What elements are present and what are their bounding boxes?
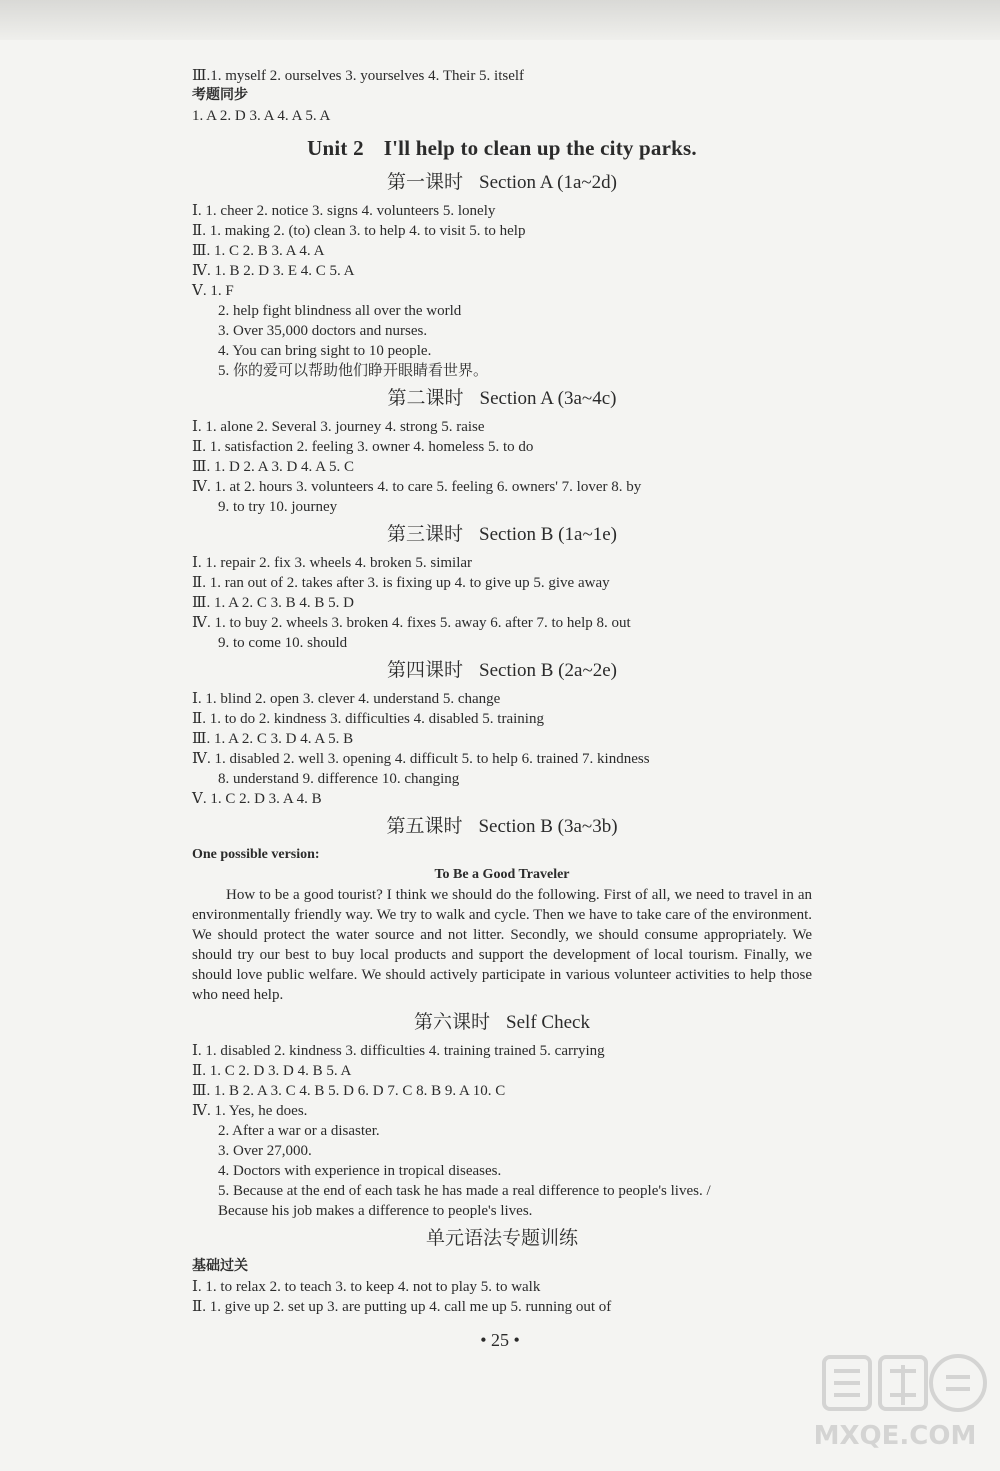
answer-line: Ⅳ. 1. B 2. D 3. E 4. C 5. A [192,263,355,279]
version-lead: One possible version: [192,847,320,862]
answer-line: 5. Because at the end of each task he has made a real difference to people's lives. / [218,1183,711,1199]
section-cn: 第二课时 [387,388,464,409]
answer-line: 1. A 2. D 3. A 4. A 5. A [192,108,331,124]
answer-line: Ⅰ. 1. blind 2. open 3. clever 4. understand 5. change [192,691,501,707]
answer-line: 4. Doctors with experience in tropical diseases. [218,1163,502,1179]
section-title [192,523,812,547]
section-en: Section B (3a~3b) [478,816,618,837]
page-number: • 25 • [480,1330,520,1350]
essay-body: How to be a good tourist? I think we should do the following. First of all, we need to travel in an environmentally friendly way. We try to walk and cycle. Then we have to take care of the environment. We should protect the water source and not litter. Secondly, we should consume appropriately. We should try our best to buy local products and support the development of local tourism. Finally, we should love public welfare. We should actively participate in various volunteer activities to help those who need help. [192,887,812,1003]
answer-line: Ⅰ. 1. disabled 2. kindness 3. difficulties 4. training trained 5. carrying [192,1043,605,1059]
answer-line: Ⅱ. 1. to do 2. kindness 3. difficulties 4. disabled 5. training [192,711,544,727]
section-title [192,171,812,195]
answer-line: Ⅳ. 1. disabled 2. well 3. opening 4. difficult 5. to help 6. trained 7. kindness [192,751,650,767]
section-en: Section A (3a~4c) [479,388,617,409]
answer-line: Ⅱ. 1. C 2. D 3. D 4. B 5. A [192,1063,352,1079]
section-cn: 第一课时 [387,172,464,193]
kaoti-heading: 考题同步 [192,88,248,103]
answer-line: Ⅳ. 1. Yes, he does. [192,1103,308,1119]
answer-line: 3. Over 35,000 doctors and nurses. [218,323,428,339]
answer-line: Ⅰ. 1. alone 2. Several 3. journey 4. strong 5. raise [192,419,485,435]
answer-page [192,66,812,1317]
section-en: Self Check [506,1012,590,1033]
watermark [800,1349,990,1459]
answer-line: 3. Over 27,000. [218,1143,312,1159]
grammar-title: 单元语法专题训练 [425,1228,578,1249]
essay-title: To Be a Good Traveler [434,867,570,882]
answer-line: 8. understand 9. difference 10. changing [218,771,460,787]
answer-line: Ⅰ. 1. cheer 2. notice 3. signs 4. volunteers 5. lonely [192,203,496,219]
answer-line: 2. After a war or a disaster. [218,1123,380,1139]
watermark-logo-icon [820,1349,990,1419]
section-cn: 第五课时 [386,816,463,837]
answer-line: Ⅴ. 1. F [192,283,234,299]
unit-title [192,136,812,161]
answer-line: Ⅱ. 1. give up 2. set up 3. are putting up 4. call me up 5. running out of [192,1299,612,1315]
answer-line: Because his job makes a difference to people's lives. [218,1203,533,1219]
answer-line: Ⅱ. 1. satisfaction 2. feeling 3. owner 4. homeless 5. to do [192,439,534,455]
answer-line: Ⅲ. 1. B 2. A 3. C 4. B 5. D 6. D 7. C 8. B 9. A 10. C [192,1083,506,1099]
answer-line: 4. You can bring sight to 10 people. [218,343,432,359]
answer-line: Ⅴ. 1. C 2. D 3. A 4. B [192,791,322,807]
answer-line: Ⅲ. 1. D 2. A 3. D 4. A 5. C [192,459,354,475]
unit-number: Unit 2 [307,136,364,160]
answer-line: Ⅰ. 1. to relax 2. to teach 3. to keep 4. not to play 5. to walk [192,1279,541,1295]
scan-top-band [0,0,1000,40]
answer-line: Ⅳ. 1. to buy 2. wheels 3. broken 4. fixes 5. away 6. after 7. to help 8. out [192,615,631,631]
answer-line: Ⅲ. 1. A 2. C 3. B 4. B 5. D [192,595,354,611]
section-cn: 第三课时 [387,524,464,545]
answer-line: 9. to come 10. should [218,635,348,651]
watermark-site: MXQE.COM [813,1421,977,1451]
section-title [192,815,812,839]
answer-line: Ⅱ. 1. making 2. (to) clean 3. to help 4. to visit 5. to help [192,223,526,239]
answer-line: Ⅱ. 1. ran out of 2. takes after 3. is fixing up 4. to give up 5. give away [192,575,610,591]
section-en: Section B (1a~1e) [479,524,617,545]
section-en: Section A (1a~2d) [479,172,617,193]
grammar-sub: 基础过关 [192,1259,248,1274]
section-title [192,1011,812,1035]
answer-line: Ⅳ. 1. at 2. hours 3. volunteers 4. to care 5. feeling 6. owners' 7. lover 8. by [192,479,642,495]
answer-line: Ⅲ.1. myself 2. ourselves 3. yourselves 4. Their 5. itself [192,68,525,84]
section-title [192,387,812,411]
answer-line: 9. to try 10. journey [218,499,338,515]
answer-line: Ⅲ. 1. A 2. C 3. D 4. A 5. B [192,731,354,747]
answer-line: Ⅲ. 1. C 2. B 3. A 4. A [192,243,325,259]
answer-line: Ⅰ. 1. repair 2. fix 3. wheels 4. broken 5. similar [192,555,473,571]
section-en: Section B (2a~2e) [479,660,617,681]
answer-line: 5. 你的爱可以帮助他们睁开眼睛看世界。 [218,363,489,379]
section-cn: 第六课时 [414,1012,491,1033]
answer-line: 2. help fight blindness all over the world [218,303,462,319]
section-cn: 第四课时 [387,660,464,681]
unit-name: I'll help to clean up the city parks. [383,136,697,160]
section-title [192,659,812,683]
